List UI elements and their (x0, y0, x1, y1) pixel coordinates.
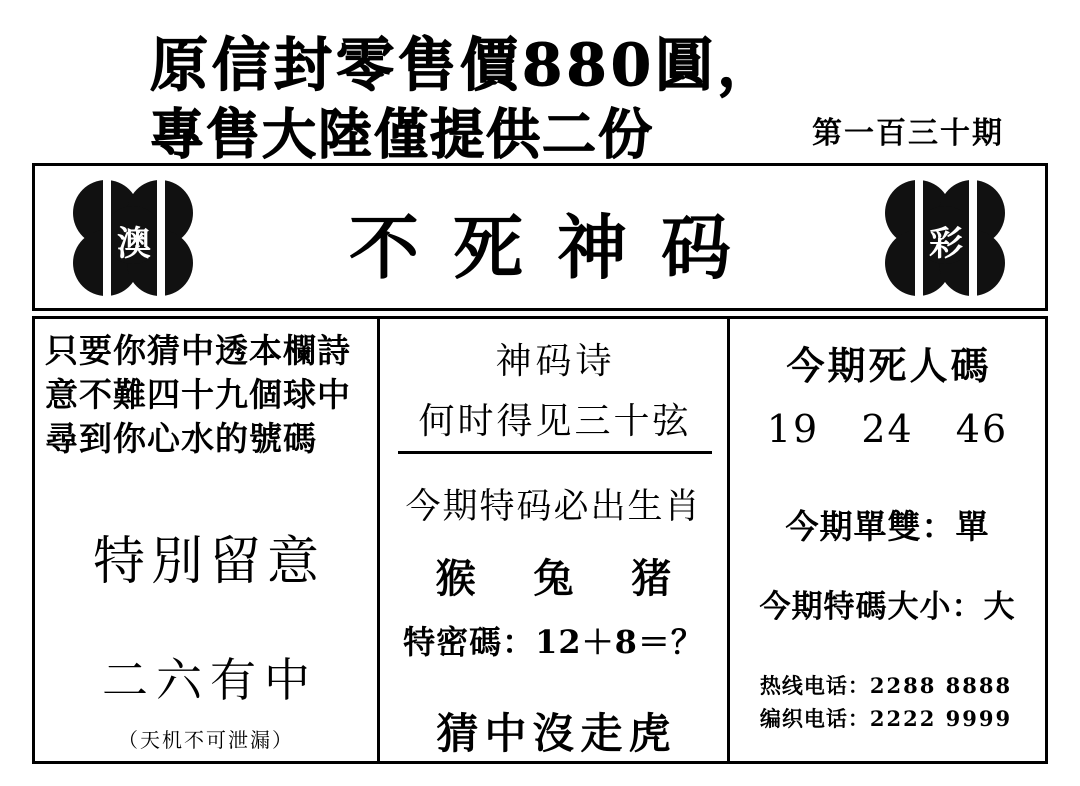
issue-number: 第一百三十期 (812, 116, 1004, 151)
divider (398, 451, 712, 454)
flower-right-char: 彩 (929, 224, 963, 264)
title-band (32, 163, 1048, 311)
death-code-number-1: 19 (766, 407, 820, 451)
weave-row (744, 702, 1028, 735)
odd-even-prediction: 今期單雙：單 (785, 507, 990, 546)
zodiac-values: 猴 兔 猪 (435, 555, 694, 602)
death-code-number-3: 46 (955, 407, 1009, 451)
header-subtitle-line: 專售大陸僅提供二份 (150, 102, 654, 166)
secret-code-formula: 特密碼：12＋8＝？ (403, 623, 704, 661)
hotline-row (744, 669, 1028, 702)
header-price-line: 原信封零售價880圓， (150, 31, 780, 99)
weave-number: 2222 9999 (869, 706, 1013, 731)
middle-column (380, 319, 730, 761)
contact-block (744, 669, 1028, 735)
left-column (35, 319, 380, 761)
attention-note: （天机不可泄漏） (118, 728, 294, 752)
bottom-slogan: 猜中沒走虎 (436, 709, 677, 758)
attention-hint: 二六有中 (102, 653, 318, 707)
lead-text: 只要你猜中透本欄詩意不難四十九個球中尋到你心水的號碼 (45, 331, 351, 458)
death-code-numbers (730, 407, 1045, 451)
header (0, 0, 1080, 166)
right-column (730, 319, 1045, 761)
poem-heading: 神码诗 (495, 341, 616, 382)
flower-ornament-right-icon (885, 178, 1007, 300)
death-code-number-2: 24 (861, 407, 914, 451)
page-title: 不死神码 (349, 206, 765, 289)
hotline-label: 热线电话： (759, 673, 870, 698)
weave-label: 编织电话： (759, 706, 870, 731)
zodiac-heading: 今期特码必出生肖 (405, 487, 702, 527)
death-code-heading: 今期死人碼 (786, 343, 992, 388)
attention-heading: 特別留意 (92, 532, 325, 592)
flower-left-char: 澳 (117, 224, 151, 264)
poem-line: 何时得见三十弦 (418, 401, 692, 442)
hotline-number: 2288 8888 (869, 673, 1013, 698)
content-box (32, 316, 1048, 764)
size-prediction: 今期特碼大小：大 (759, 589, 1016, 625)
